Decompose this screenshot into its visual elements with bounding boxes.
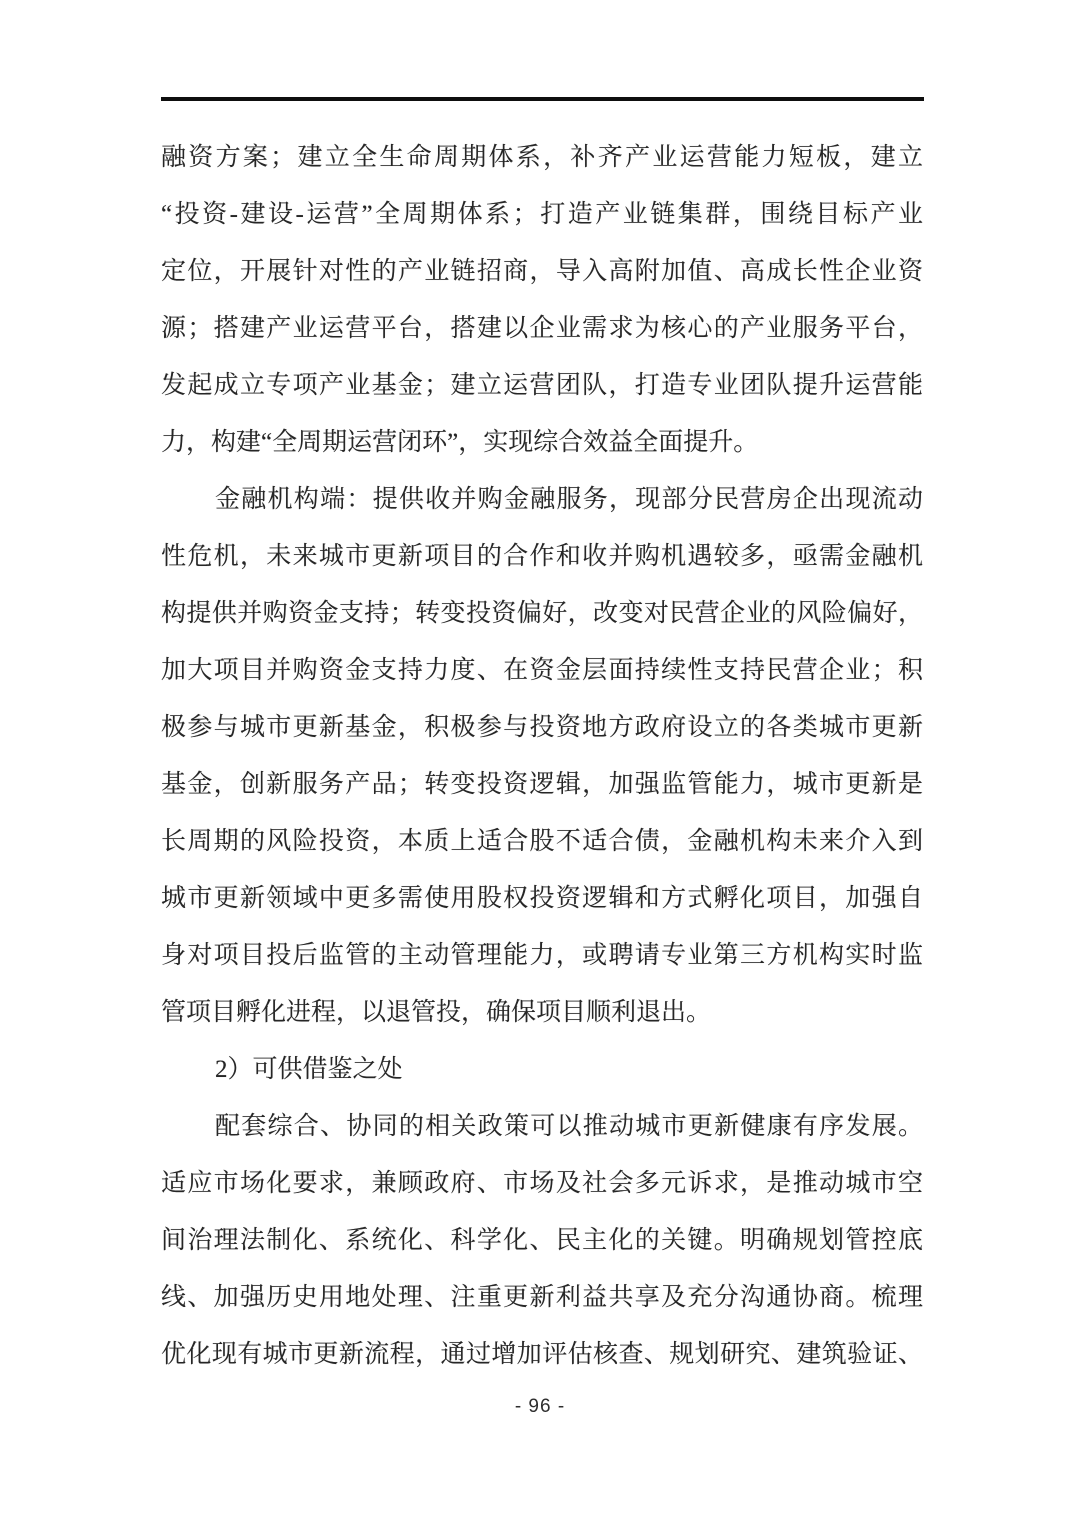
text-line: 金融机构端：提供收并购金融服务，现部分民营房企出现流动 [215,486,923,513]
text-line: 融资方案；建立全生命周期体系，补齐产业运营能力短板，建立 [161,144,923,171]
text-line: 管项目孵化进程，以退管投，确保项目顺利退出。 [161,999,712,1026]
page-number: - 96 - [514,1396,566,1417]
text-line: 基金，创新服务产品；转变投资逻辑，加强监管能力，城市更新是 [161,771,923,798]
text-line: 配套综合、协同的相关政策可以推动城市更新健康有序发展。 [215,1113,923,1140]
text-line: 长周期的风险投资，本质上适合股不适合债，金融机构未来介入到 [161,828,923,855]
text-line: 线、加强历史用地处理、注重更新利益共享及充分沟通协商。梳理 [161,1284,923,1311]
text-line: 发起成立专项产业基金；建立运营团队，打造专业团队提升运营能 [161,372,923,399]
text-line: 适应市场化要求，兼顾政府、市场及社会多元诉求，是推动城市空 [161,1170,923,1197]
text-line: 源；搭建产业运营平台，搭建以企业需求为核心的产业服务平台， [161,315,923,342]
section-heading: 2）可供借鉴之处 [215,1056,403,1083]
document-body [161,129,923,1383]
text-line: 极参与城市更新基金，积极参与投资地方政府设立的各类城市更新 [161,714,923,741]
text-line: 构提供并购资金支持；转变投资偏好，改变对民营企业的风险偏好， [161,600,923,627]
text-line: 力，构建“全周期运营闭环”，实现综合效益全面提升。 [161,429,759,456]
text-line: 城市更新领域中更多需使用股权投资逻辑和方式孵化项目，加强自 [161,885,923,912]
text-line: 性危机，未来城市更新项目的合作和收并购机遇较多，亟需金融机 [161,543,923,570]
text-line: “投资-建设-运营”全周期体系；打造产业链集群，围绕目标产业 [161,201,923,228]
header-rule [161,97,924,101]
text-line: 加大项目并购资金支持力度、在资金层面持续性支持民营企业；积 [161,657,923,684]
text-line: 间治理法制化、系统化、科学化、民主化的关键。明确规划管控底 [161,1227,923,1254]
text-line: 定位，开展针对性的产业链招商，导入高附加值、高成长性企业资 [161,258,923,285]
text-line: 身对项目投后监管的主动管理能力，或聘请专业第三方机构实时监 [161,942,923,969]
text-line: 优化现有城市更新流程，通过增加评估核查、规划研究、建筑验证、 [161,1341,923,1368]
